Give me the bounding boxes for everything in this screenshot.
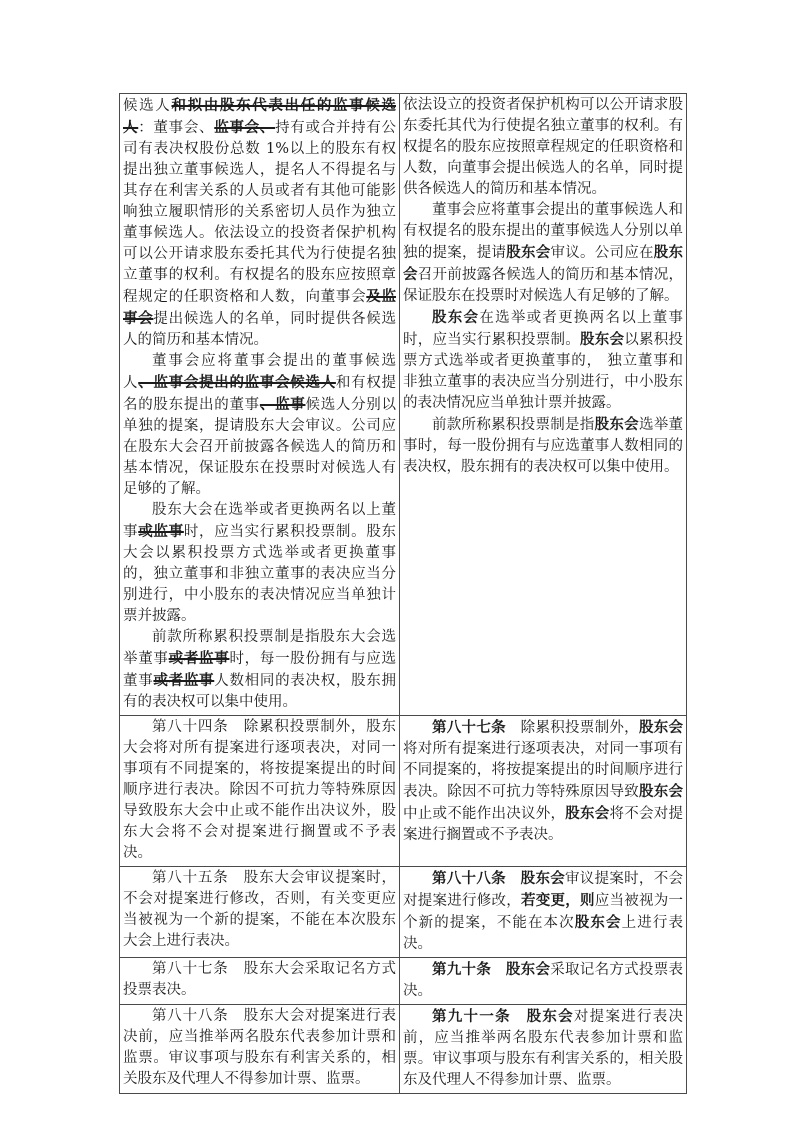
revised-text-cell [400,867,687,958]
paragraph [403,1006,683,1091]
text-run: 中止或不能作出决议外， [403,806,566,822]
added-text: 股东会 [565,805,610,822]
text-run: 持有或合并持有公司有表决权股份总数 1%以上的股东有权提出独立董事候选人，提名人不得提名与其存在利害关系的人员或者有其他可能影响独立履职情形的关系密切人员作为独立董事候选人。依法设立的投资者保护机构可以公开请求股东委托其代为行使提名独立董事的权利。有权提名的股东应按照章程规定的任职资格和人数，向董事会 [123,120,397,305]
deleted-text: 或者监事 [153,672,215,689]
text-run: 时，每一股份拥有与应选董事 [123,651,397,689]
added-text: 第八十七条 [432,719,506,736]
table-row [120,716,687,867]
text-run: 审议。公司应在 [550,245,654,261]
deleted-text: 或监事 [138,523,184,540]
text-run: 依法设立的投资者保护机构可以公开请求股东委托其代为行使提名独立董事的权利。有权提名的股东应按照章程规定的任职资格和人数，向董事会提出候选人的名单，同时提供各候选人的简历和基本情况。 [403,97,683,197]
original-text-cell [120,1005,400,1094]
added-text: 股东会 [580,331,625,348]
paragraph [123,868,396,952]
text-run: 第八十五条 股东大会审议提案时，不会对提案进行修改，否则，有关变更应当被视为一个新的提案，不能在本次股东大会上进行表决。 [123,870,396,949]
text-run: 召开前披露各候选人的简历和基本情况，保证股东在投票时对候选人有足够的了解。 [403,267,683,304]
paragraph [123,351,396,500]
paragraph [123,627,396,713]
comparison-table-body [120,94,687,1094]
text-run: 前款所称累积投票制是指 [432,417,595,433]
paragraph [403,868,683,955]
paragraph [123,95,396,351]
text-run: 第八十八条 股东大会对提案进行表决前，应当推举两名股东代表参加计票和监票。审议事项与股东有利害关系的，相关股东及代理人不得参加计票、监票。 [123,1008,396,1087]
text-run: 上进行表决。 [403,915,684,952]
deleted-text: 和拟由股东代表出任的监事候选人 [123,97,396,136]
text-run: ：董事会、 [138,120,215,136]
added-text: 若变更，则 [521,892,595,909]
deleted-text: 及监事会 [123,288,397,327]
added-text: 股东会 [432,309,480,326]
text-run: 应当被视为一个新的提案，不能在本次 [403,893,683,931]
text-run: 在选举或者更换两名以上董事时，应当实行累积投票制。 [403,310,684,348]
revised-text-cell [400,958,687,1005]
paragraph [403,414,683,478]
text-run: 和有权提名的股东提出的董事 [123,375,397,413]
table-row [120,94,687,716]
text-run: 第八十七条 股东大会采取记名方式投票表决。 [123,961,396,998]
original-text-cell [120,94,400,716]
paragraph [123,500,396,627]
deleted-text: 、监事会提出的监事会候选人 [138,374,336,391]
paragraph [123,959,396,1001]
added-text: 第八十八条 股东会 [432,870,566,887]
text-run: 将不会对提案进行搁置或不予表决。 [403,806,683,843]
original-text-cell [120,958,400,1005]
revised-text-cell [400,1005,687,1094]
paragraph [403,200,683,307]
text-run: 董事会应将董事会提出的董事候选人 [123,353,396,391]
paragraph [403,959,683,1002]
text-run: 时，应当实行累积投票制。股东大会以累积投票方式选举或者更换董事的，独立董事和非独立董事的表决应当分别进行，中小股东的表决情况应当单独计票并披露。 [123,524,397,624]
added-text: 股东会 [403,244,683,283]
original-text-cell [120,716,400,867]
added-text: 第九十一条 股东会 [432,1008,574,1025]
table-row [120,1005,687,1094]
table-row [120,958,687,1005]
text-run: 候选人 [123,98,172,114]
deleted-text: 监事会、 [214,119,276,136]
text-run: 除累积投票制外， [505,720,639,736]
added-text: 股东会 [638,719,683,736]
comparison-table [119,93,687,1094]
added-text: 股东会 [506,244,551,261]
text-run: 前款所称累积投票制是指股东大会选举董事 [123,629,396,667]
added-text: 股东会 [639,783,683,800]
text-run: 第八十四条 除累积投票制外，股东大会将对所有提案进行逐项表决，对同一事项有不同提案的，将按提案提出的时间顺序进行表决。除因不可抗力等特殊原因导致股东大会中止或不能作出决议外，股东大会将不会对提案进行搁置或不予表决。 [123,719,396,861]
text-run: 人数相同的表决权，股东拥有的表决权可以集中使用。 [123,673,397,710]
text-run: 股东大会在选举或者更换两名以上董事 [123,502,396,540]
revised-text-cell [400,94,687,716]
paragraph [403,95,683,200]
text-run: 采取记名方式投票表决。 [403,962,683,999]
deleted-text: 或者监事 [168,650,230,667]
text-run: 候选人分别以单独的提案，提请股东大会审议。公司应在股东大会召开前披露各候选人的简历和基本情况，保证股东在投票时对候选人有足够的了解。 [123,397,397,497]
text-run: 审议提案时，不会对提案进行修改， [403,871,683,909]
text-run: 提出候选人的名单，同时提供各候选人的简历和基本情况。 [123,311,397,348]
revised-text-cell [400,716,687,867]
paragraph [403,717,683,846]
original-text-cell [120,867,400,958]
added-text: 第九十条 股东会 [432,961,551,978]
added-text: 股东会 [574,914,622,931]
paragraph [403,307,683,414]
paragraph [123,1006,396,1090]
text-run: 将对所有提案进行逐项表决，对同一事项有不同提案的，将按提案提出的时间顺序进行表决。除因不可抗力等特殊原因导致 [403,741,683,800]
text-run: 以累积投票方式选举或者更换董事的， 独立董事和非独立董事的表决应当分别进行，中小股东的表决情况应当单独计票并披露。 [403,332,683,411]
paragraph [123,717,396,864]
text-run: 对提案进行表决前，应当推举两名股东代表参加计票和监票。审议事项与股东有利害关系的，相关股东及代理人不得参加计票、监票。 [403,1009,684,1088]
table-row [120,867,687,958]
added-text: 股东会 [594,416,639,433]
text-run: 选举董事时，每一股份拥有与应选董事人数相同的表决权，股东拥有的表决权可以集中使用。 [403,417,683,475]
text-run: 董事会应将董事会提出的董事候选人和有权提名的股东提出的董事候选人分别以单独的提案，提请 [403,202,683,261]
deleted-text: 、监事 [259,396,306,413]
